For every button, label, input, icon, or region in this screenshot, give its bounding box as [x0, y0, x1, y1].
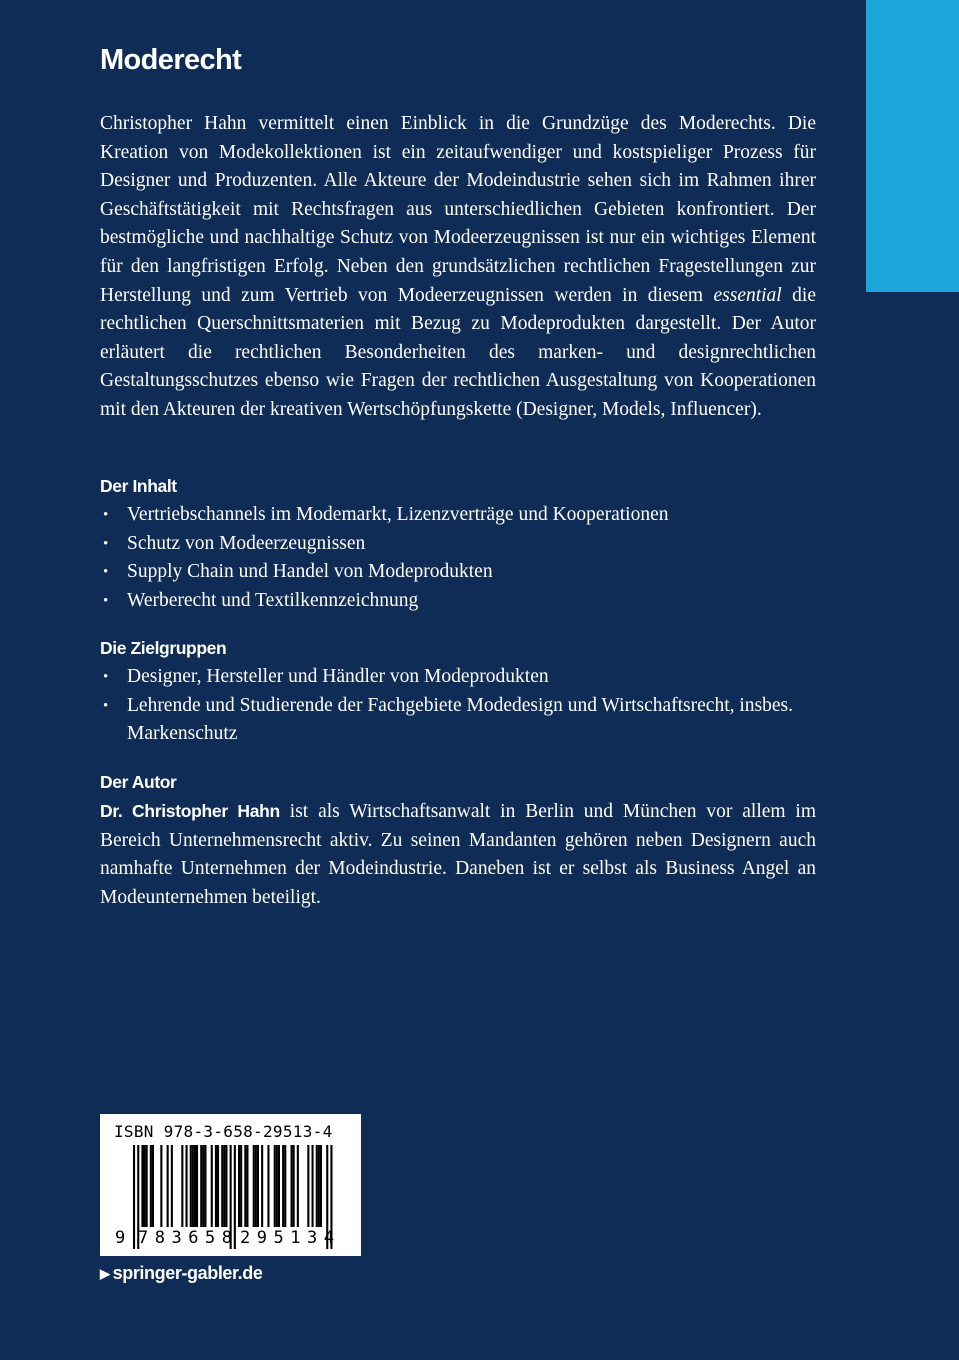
barcode-bar: [215, 1145, 217, 1227]
barcode-bar: [152, 1145, 154, 1227]
barcode-bar: [253, 1145, 255, 1227]
barcode-bar: [316, 1145, 318, 1227]
intro-text-part1: Christopher Hahn vermittelt einen Einblick in die Grundzüge des Moderechts. Die Kreation von Modekollektionen ist ein zeitaufwendiger und kostspieliger Prozess für Designer und Produzenten. Alle Akteure der Modeindustrie sehen sich im Rahmen ihrer Geschäftstätigkeit mit Rechtsfragen aus unterschiedlichen Gebieten konfrontiert. Der bestmögliche und nachhaltige Schutz von Modeerzeugnissen ist nur ein wichtiges Element für den langfristigen Erfolg. Neben den grundsätzlichen rechtlichen Fragestellungen zur Herstellung und zum Vertrieb von Modeerzeugnissen werden in diesem: [100, 113, 816, 306]
list-item: • Designer, Hersteller und Händler von Modeprodukten: [100, 663, 816, 692]
accent-color-bar: [866, 0, 959, 292]
barcode-bar: [244, 1145, 246, 1227]
zielgruppen-list: [100, 663, 816, 749]
barcode-bar: [200, 1145, 202, 1227]
barcode-bar: [246, 1145, 248, 1227]
barcode-bar: [307, 1145, 309, 1227]
arrow-right-icon: ▶: [100, 1266, 110, 1281]
book-title: Moderecht: [100, 44, 242, 76]
barcode-graphic: [100, 1114, 361, 1256]
barcode-bar: [221, 1145, 223, 1227]
barcode-bar: [194, 1145, 196, 1227]
barcode-bar: [190, 1145, 192, 1227]
bullet-icon: •: [103, 564, 109, 581]
barcode-bar: [318, 1145, 320, 1227]
barcode-bar: [133, 1145, 135, 1249]
list-item: • Lehrende und Studierende der Fachgebiete Modedesign und Wirtschaftsrecht, insbes. Markenschutz: [100, 692, 816, 749]
bullet-icon: •: [103, 507, 109, 523]
barcode-bar: [204, 1145, 206, 1227]
intro-paragraph: [100, 110, 816, 425]
section-heading-autor: Der Autor: [100, 772, 177, 792]
barcode-bar: [240, 1145, 242, 1227]
bullet-icon: •: [103, 592, 109, 609]
publisher-link[interactable]: [100, 1263, 262, 1284]
barcode-bar: [186, 1145, 188, 1227]
author-bio-text: ist als Wirtschaftsanwalt in Berlin und München vor allem im Bereich Unternehmensrecht aktiv. Zu seinen Mandanten gehören neben Designern auch namhafte Unternehmen der Modeindustrie. Daneben ist er selbst als Business Angel an Modeunternehmen beteiligt.: [100, 801, 816, 908]
bullet-icon: •: [103, 535, 109, 552]
barcode-bar: [238, 1145, 240, 1227]
bullet-icon: •: [103, 697, 109, 714]
barcode-right-digits: 295134: [240, 1228, 334, 1248]
barcode-bar: [141, 1145, 143, 1227]
barcode-bar: [144, 1145, 146, 1227]
barcode-bar: [150, 1145, 152, 1227]
barcode-bar: [255, 1145, 257, 1227]
intro-emphasis: essential: [713, 284, 782, 306]
list-item: • Schutz von Modeerzeugnissen: [100, 530, 816, 559]
list-item: • Supply Chain und Handel von Modeprodukten: [100, 558, 816, 587]
barcode-bar: [276, 1145, 278, 1227]
barcode-bar: [225, 1145, 227, 1227]
list-item: • Vertriebschannels im Modemarkt, Lizenzverträge und Kooperationen: [100, 501, 816, 530]
barcode-bar: [284, 1145, 286, 1227]
barcode-bar: [167, 1145, 169, 1227]
isbn-label: ISBN 978-3-658-29513-4: [114, 1122, 333, 1141]
barcode-bar: [297, 1145, 299, 1227]
section-heading-inhalt: Der Inhalt: [100, 476, 177, 496]
barcode-bar: [181, 1145, 183, 1227]
barcode-bar: [202, 1145, 204, 1227]
author-name: Dr. Christopher Hahn: [100, 801, 280, 821]
barcode-bar: [261, 1145, 263, 1227]
isbn-barcode: [100, 1114, 361, 1256]
barcode-bar: [312, 1145, 314, 1227]
section-heading-zielgruppen: Die Zielgruppen: [100, 638, 227, 658]
author-bio: [100, 797, 816, 912]
barcode-bar: [146, 1145, 148, 1227]
barcode-bar: [196, 1145, 198, 1227]
barcode-bar: [291, 1145, 293, 1227]
barcode-bar: [257, 1145, 259, 1227]
publisher-url: springer-gabler.de: [112, 1263, 263, 1283]
barcode-bar: [234, 1145, 236, 1249]
barcode-bar: [211, 1145, 213, 1227]
barcode-bar: [160, 1145, 162, 1227]
barcode-bar: [274, 1145, 276, 1227]
barcode-bar: [223, 1145, 225, 1227]
barcode-bar: [293, 1145, 295, 1227]
barcode-bar: [278, 1145, 280, 1227]
barcode-bar: [217, 1145, 219, 1227]
barcode-left-digits: 783658: [138, 1228, 232, 1248]
intro-text-part2: die rechtlichen Querschnittsmaterien mit Bezug zu Modeprodukten dargestellt. Der Autor erläutert die rechtlichen Besonderheiten des marken- und designrechtlichen Gestaltungsschutzes ebenso wie Fragen der rechtlichen Ausgestaltung von Kooperationen mit den Akteuren der kreativen Wertschöpfungskette (Designer, Models, Influencer).: [100, 284, 816, 420]
bullet-icon: •: [103, 669, 109, 685]
barcode-bar: [320, 1145, 322, 1227]
barcode-first-digit: 9: [115, 1228, 126, 1248]
barcode-bar: [282, 1145, 284, 1227]
barcode-bar: [192, 1145, 194, 1227]
list-item: • Werberecht und Textilkennzeichnung: [100, 587, 816, 616]
barcode-bar: [267, 1145, 269, 1227]
inhalt-list: [100, 501, 816, 615]
barcode-bar: [171, 1145, 173, 1227]
